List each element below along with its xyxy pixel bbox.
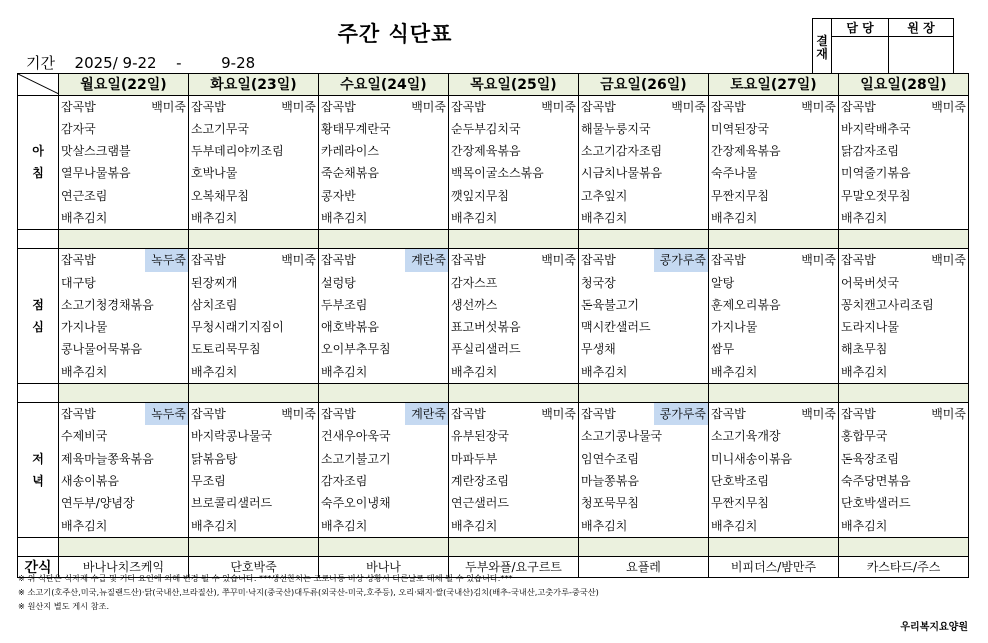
dish: 배추김치 bbox=[451, 364, 498, 379]
note-line: ※ 소고기(호주산,미국,뉴질랜드산)·닭(국내산,브라질산), 쭈꾸미·낙지(중국산)대두류(외국산-미국,호주등), 오리·돼지·쌀(국내산)김치(배추-국내산,고춧가루-중국산) bbox=[18, 587, 599, 597]
spacer-cell bbox=[579, 384, 709, 403]
porridge: 백미죽 bbox=[801, 253, 836, 268]
day-header: 일요일(28일) bbox=[839, 74, 969, 96]
notes bbox=[18, 571, 599, 613]
spacer-cell bbox=[839, 230, 969, 249]
dish: 표고버섯볶음 bbox=[451, 320, 521, 335]
dish: 황태무계란국 bbox=[321, 121, 391, 136]
period-end: 9-28 bbox=[221, 54, 256, 72]
rice: 잡곡밥 bbox=[711, 253, 746, 268]
dish: 미역된장국 bbox=[711, 121, 769, 136]
rice-porridge-line bbox=[709, 403, 838, 425]
spacer-cell bbox=[189, 537, 319, 556]
dish: 건새우아욱국 bbox=[321, 429, 391, 444]
dish: 임연수조림 bbox=[581, 451, 639, 466]
dish: 훈제오리볶음 bbox=[711, 297, 781, 312]
approval-director-sign[interactable] bbox=[889, 37, 954, 74]
menu-cell bbox=[319, 95, 449, 230]
dish: 어묵버섯국 bbox=[841, 275, 899, 290]
note-line: ※ 원산지 별도 게시 참조. bbox=[18, 601, 110, 611]
spacer-cell bbox=[18, 230, 59, 249]
dish: 알탕 bbox=[711, 275, 735, 290]
porridge: 백미죽 bbox=[541, 407, 576, 422]
menu-cell bbox=[189, 249, 319, 384]
porridge: 백미죽 bbox=[281, 99, 316, 114]
menu-cell bbox=[579, 403, 709, 538]
dish: 소고기무국 bbox=[191, 121, 249, 136]
dish: 간장제육볶음 bbox=[451, 144, 521, 159]
dish: 배추김치 bbox=[191, 518, 238, 533]
dish: 삼치조림 bbox=[191, 297, 238, 312]
dish: 된장찌개 bbox=[191, 275, 238, 290]
porridge: 백미죽 bbox=[151, 99, 186, 114]
rice-porridge-line bbox=[579, 96, 708, 118]
dish: 마파두부 bbox=[451, 451, 498, 466]
snack-item: 비피더스/밤만주 bbox=[709, 556, 839, 577]
dish: 가지나물 bbox=[61, 320, 108, 335]
menu-cell bbox=[59, 95, 189, 230]
dish: 맥시칸샐러드 bbox=[581, 320, 651, 335]
snack-item: 두부와플/요구르트 bbox=[449, 556, 579, 577]
dish: 홍합무국 bbox=[841, 429, 888, 444]
spacer-cell bbox=[709, 230, 839, 249]
snack-item: 단호박죽 bbox=[189, 556, 319, 577]
period-start: 2025/ 9-22 bbox=[74, 54, 157, 72]
menu-cell bbox=[709, 95, 839, 230]
day-header: 월요일(22일) bbox=[59, 74, 189, 96]
dish: 소고기감자조림 bbox=[581, 144, 663, 159]
rice-porridge-line bbox=[449, 96, 578, 118]
dish: 배추김치 bbox=[61, 518, 108, 533]
dish: 유부된장국 bbox=[451, 429, 509, 444]
dish: 수제비국 bbox=[61, 429, 108, 444]
dish: 맛살스크램블 bbox=[61, 144, 131, 159]
dish: 청국장 bbox=[581, 275, 616, 290]
dish: 대구탕 bbox=[61, 275, 96, 290]
period-separator: - bbox=[176, 54, 182, 72]
day-header: 수요일(24일) bbox=[319, 74, 449, 96]
snack-item: 요플레 bbox=[579, 556, 709, 577]
menu-cell bbox=[839, 249, 969, 384]
rice-porridge-line bbox=[59, 96, 188, 118]
dish: 간장제육볶음 bbox=[711, 144, 781, 159]
dish: 고추잎지 bbox=[581, 188, 628, 203]
dish: 브로콜리샐러드 bbox=[191, 496, 273, 511]
rice: 잡곡밥 bbox=[711, 99, 746, 114]
dish: 백목이굴소스볶음 bbox=[451, 166, 544, 181]
dish: 생선까스 bbox=[451, 297, 498, 312]
rice-porridge-line bbox=[449, 403, 578, 425]
spacer-cell bbox=[189, 230, 319, 249]
rice: 잡곡밥 bbox=[61, 99, 96, 114]
dish: 호박나물 bbox=[191, 166, 238, 181]
dish: 감자조림 bbox=[321, 473, 368, 488]
rice: 잡곡밥 bbox=[581, 253, 616, 268]
menu-cell bbox=[839, 403, 969, 538]
porridge: 계란죽 bbox=[405, 249, 448, 271]
dish: 연근조림 bbox=[61, 188, 108, 203]
rice: 잡곡밥 bbox=[841, 407, 876, 422]
menu-cell bbox=[579, 249, 709, 384]
dish: 꽁치캔고사리조림 bbox=[841, 297, 934, 312]
menu-cell bbox=[189, 403, 319, 538]
spacer-cell bbox=[709, 384, 839, 403]
meal-label bbox=[18, 249, 59, 384]
dish: 연두부/양념장 bbox=[61, 496, 135, 511]
rice: 잡곡밥 bbox=[581, 407, 616, 422]
dish: 해초무침 bbox=[841, 342, 888, 357]
approval-label bbox=[813, 19, 832, 74]
porridge: 백미죽 bbox=[931, 407, 966, 422]
rice: 잡곡밥 bbox=[61, 407, 96, 422]
spacer-cell bbox=[449, 537, 579, 556]
rice-porridge-line bbox=[579, 403, 708, 425]
approval-staff-sign[interactable] bbox=[832, 37, 889, 74]
day-header: 화요일(23일) bbox=[189, 74, 319, 96]
menu-cell bbox=[709, 403, 839, 538]
dish: 배추김치 bbox=[451, 210, 498, 225]
meal-row bbox=[18, 249, 969, 384]
day-header-row bbox=[18, 74, 969, 96]
menu-cell bbox=[449, 403, 579, 538]
dish: 무짠지무침 bbox=[711, 496, 769, 511]
porridge: 백미죽 bbox=[281, 407, 316, 422]
dish: 애호박볶음 bbox=[321, 320, 379, 335]
menu-cell bbox=[709, 249, 839, 384]
dish: 무청시래기지짐이 bbox=[191, 320, 284, 335]
dish: 카레라이스 bbox=[321, 144, 379, 159]
menu-cell bbox=[59, 249, 189, 384]
rice-porridge-line bbox=[839, 249, 968, 271]
dish: 쌈무 bbox=[711, 342, 735, 357]
dish: 배추김치 bbox=[841, 518, 888, 533]
dish: 바지락배추국 bbox=[841, 121, 911, 136]
dish: 도라지나물 bbox=[841, 320, 899, 335]
dish: 연근샐러드 bbox=[451, 496, 509, 511]
dish: 배추김치 bbox=[711, 518, 758, 533]
snack-item: 바나나치즈케익 bbox=[59, 556, 189, 577]
meal-label-top: 저 bbox=[32, 451, 44, 466]
dish: 배추김치 bbox=[321, 210, 368, 225]
dish: 계란장조림 bbox=[451, 473, 509, 488]
dish: 푸실리샐러드 bbox=[451, 342, 521, 357]
dish: 무짠지무침 bbox=[711, 188, 769, 203]
snack-label: 간식 bbox=[18, 556, 59, 577]
dish: 두부조림 bbox=[321, 297, 368, 312]
snack-item: 바나나 bbox=[319, 556, 449, 577]
spacer-cell bbox=[18, 384, 59, 403]
dish: 해물누룽지국 bbox=[581, 121, 651, 136]
porridge: 백미죽 bbox=[281, 253, 316, 268]
dish: 배추김치 bbox=[581, 364, 628, 379]
spacer-cell bbox=[449, 384, 579, 403]
spacer-cell bbox=[59, 384, 189, 403]
dish: 단호박샐러드 bbox=[841, 496, 911, 511]
meal-label-bottom: 녁 bbox=[32, 473, 44, 488]
page-title: 주간 식단표 bbox=[337, 22, 453, 46]
meal-label bbox=[18, 403, 59, 538]
meal-label-bottom: 침 bbox=[32, 166, 44, 181]
spacer-cell bbox=[709, 537, 839, 556]
porridge: 백미죽 bbox=[931, 99, 966, 114]
dish: 오이부추무침 bbox=[321, 342, 391, 357]
menu-cell bbox=[579, 95, 709, 230]
dish: 배추김치 bbox=[711, 210, 758, 225]
organization-name: 우리복지요양원 bbox=[900, 622, 968, 633]
dish: 돈육장조림 bbox=[841, 451, 899, 466]
dish: 미역줄기볶음 bbox=[841, 166, 911, 181]
snack-item: 카스타드/주스 bbox=[839, 556, 969, 577]
menu-cell bbox=[189, 95, 319, 230]
dish: 숙주당면볶음 bbox=[841, 473, 911, 488]
menu-cell bbox=[839, 95, 969, 230]
dish: 숙주나물 bbox=[711, 166, 758, 181]
spacer-cell bbox=[59, 537, 189, 556]
meal-row bbox=[18, 95, 969, 230]
meal-label bbox=[18, 95, 59, 230]
porridge: 백미죽 bbox=[411, 99, 446, 114]
rice: 잡곡밥 bbox=[191, 99, 226, 114]
day-header: 토요일(27일) bbox=[709, 74, 839, 96]
rice: 잡곡밥 bbox=[451, 99, 486, 114]
dish: 마늘쫑볶음 bbox=[581, 473, 639, 488]
rice: 잡곡밥 bbox=[841, 99, 876, 114]
period bbox=[26, 52, 255, 73]
rice-porridge-line bbox=[319, 403, 448, 425]
dish: 닭감자조림 bbox=[841, 144, 899, 159]
dish: 배추김치 bbox=[321, 518, 368, 533]
dish: 시금치나물볶음 bbox=[581, 166, 663, 181]
dish: 숙주오이냉채 bbox=[321, 496, 391, 511]
approval-director-header: 원 장 bbox=[889, 19, 954, 37]
note-line: ※ 위 식단은 식자재 수급 및 기타 요인에 의해 변경 될 수 있습니다. ***생선찬치는 코로나등 비상 상황시 다른날로 대체 될 수 있습니다.*** bbox=[18, 573, 513, 583]
rice: 잡곡밥 bbox=[451, 407, 486, 422]
rice: 잡곡밥 bbox=[61, 253, 96, 268]
day-header: 금요일(26일) bbox=[579, 74, 709, 96]
dish: 무말오젓무침 bbox=[841, 188, 911, 203]
dish: 무조림 bbox=[191, 473, 226, 488]
meal-row bbox=[18, 403, 969, 538]
dish: 죽순채볶음 bbox=[321, 166, 379, 181]
dish: 배추김치 bbox=[581, 210, 628, 225]
menu-cell bbox=[319, 249, 449, 384]
dish: 소고기불고기 bbox=[321, 451, 391, 466]
meal-label-bottom: 심 bbox=[32, 320, 44, 335]
rice-porridge-line bbox=[709, 249, 838, 271]
spacer-cell bbox=[319, 537, 449, 556]
porridge: 백미죽 bbox=[801, 99, 836, 114]
rice: 잡곡밥 bbox=[841, 253, 876, 268]
dish: 도토리묵무침 bbox=[191, 342, 261, 357]
diagonal-line bbox=[18, 74, 59, 94]
spacer-cell bbox=[319, 230, 449, 249]
dish: 무생채 bbox=[581, 342, 616, 357]
rice-porridge-line bbox=[189, 249, 318, 271]
rice-porridge-line bbox=[839, 96, 968, 118]
rice-porridge-line bbox=[319, 249, 448, 271]
porridge: 콩가루죽 bbox=[654, 249, 708, 271]
dish: 배추김치 bbox=[841, 364, 888, 379]
dish: 닭볶음탕 bbox=[191, 451, 238, 466]
spacer-cell bbox=[59, 230, 189, 249]
dish: 배추김치 bbox=[451, 518, 498, 533]
rice: 잡곡밥 bbox=[711, 407, 746, 422]
dish: 감자스프 bbox=[451, 275, 498, 290]
porridge: 백미죽 bbox=[541, 99, 576, 114]
spacer-cell bbox=[579, 537, 709, 556]
spacer-cell bbox=[839, 537, 969, 556]
corner-cell bbox=[18, 74, 59, 96]
rice-porridge-line bbox=[579, 249, 708, 271]
dish: 제육마늘쫑육볶음 bbox=[61, 451, 154, 466]
dish: 새송이볶음 bbox=[61, 473, 119, 488]
dish: 소고기청경채볶음 bbox=[61, 297, 154, 312]
dish: 배추김치 bbox=[711, 364, 758, 379]
dish: 오복채무침 bbox=[191, 188, 249, 203]
rice-porridge-line bbox=[189, 96, 318, 118]
dish: 소고기콩나물국 bbox=[581, 429, 663, 444]
porridge: 백미죽 bbox=[801, 407, 836, 422]
rice-porridge-line bbox=[59, 403, 188, 425]
dish: 콩자반 bbox=[321, 188, 356, 203]
dish: 콩나물어묵볶음 bbox=[61, 342, 143, 357]
menu-cell bbox=[449, 95, 579, 230]
rice: 잡곡밥 bbox=[191, 407, 226, 422]
rice-porridge-line bbox=[59, 249, 188, 271]
meal-label-top: 아 bbox=[32, 144, 44, 159]
approval-box bbox=[812, 18, 954, 74]
spacer-row bbox=[18, 230, 969, 249]
dish: 단호박조림 bbox=[711, 473, 769, 488]
dish: 소고기육개장 bbox=[711, 429, 781, 444]
dish: 가지나물 bbox=[711, 320, 758, 335]
dish: 깻잎지무침 bbox=[451, 188, 509, 203]
rice: 잡곡밥 bbox=[581, 99, 616, 114]
rice-porridge-line bbox=[709, 96, 838, 118]
porridge: 백미죽 bbox=[931, 253, 966, 268]
menu-cell bbox=[449, 249, 579, 384]
dish: 미니새송이볶음 bbox=[711, 451, 793, 466]
rice-porridge-line bbox=[189, 403, 318, 425]
dish: 청포묵무침 bbox=[581, 496, 639, 511]
rice: 잡곡밥 bbox=[321, 253, 356, 268]
menu-table bbox=[17, 73, 969, 578]
menu-cell bbox=[59, 403, 189, 538]
porridge: 녹두죽 bbox=[145, 403, 188, 425]
dish: 배추김치 bbox=[61, 210, 108, 225]
porridge: 계란죽 bbox=[405, 403, 448, 425]
rice: 잡곡밥 bbox=[191, 253, 226, 268]
spacer-row bbox=[18, 537, 969, 556]
rice: 잡곡밥 bbox=[451, 253, 486, 268]
spacer-cell bbox=[449, 230, 579, 249]
rice-porridge-line bbox=[449, 249, 578, 271]
period-label: 기간 bbox=[26, 54, 55, 72]
approval-label-bottom: 재 bbox=[816, 47, 828, 61]
porridge: 녹두죽 bbox=[145, 249, 188, 271]
dish: 배추김치 bbox=[61, 364, 108, 379]
dish: 배추김치 bbox=[191, 364, 238, 379]
dish: 설렁탕 bbox=[321, 275, 356, 290]
porridge: 백미죽 bbox=[541, 253, 576, 268]
spacer-cell bbox=[839, 384, 969, 403]
rice-porridge-line bbox=[839, 403, 968, 425]
spacer-cell bbox=[18, 537, 59, 556]
meal-label-top: 점 bbox=[32, 298, 44, 313]
approval-label-top: 결 bbox=[816, 34, 828, 48]
approval-staff-header: 담 당 bbox=[832, 19, 889, 37]
porridge: 백미죽 bbox=[671, 99, 706, 114]
dish: 배추김치 bbox=[191, 210, 238, 225]
spacer-cell bbox=[579, 230, 709, 249]
dish: 배추김치 bbox=[581, 518, 628, 533]
dish: 열무나물볶음 bbox=[61, 166, 131, 181]
menu-cell bbox=[319, 403, 449, 538]
dish: 돈육불고기 bbox=[581, 297, 639, 312]
dish: 감자국 bbox=[61, 121, 96, 136]
porridge: 콩가루죽 bbox=[654, 403, 708, 425]
rice-porridge-line bbox=[319, 96, 448, 118]
dish: 배추김치 bbox=[321, 364, 368, 379]
day-header: 목요일(25일) bbox=[449, 74, 579, 96]
spacer-cell bbox=[319, 384, 449, 403]
dish: 배추김치 bbox=[841, 210, 888, 225]
rice: 잡곡밥 bbox=[321, 407, 356, 422]
dish: 순두부김치국 bbox=[451, 121, 521, 136]
dish: 두부데리야끼조림 bbox=[191, 144, 284, 159]
spacer-row bbox=[18, 384, 969, 403]
spacer-cell bbox=[189, 384, 319, 403]
dish: 바지락콩나물국 bbox=[191, 429, 273, 444]
rice: 잡곡밥 bbox=[321, 99, 356, 114]
